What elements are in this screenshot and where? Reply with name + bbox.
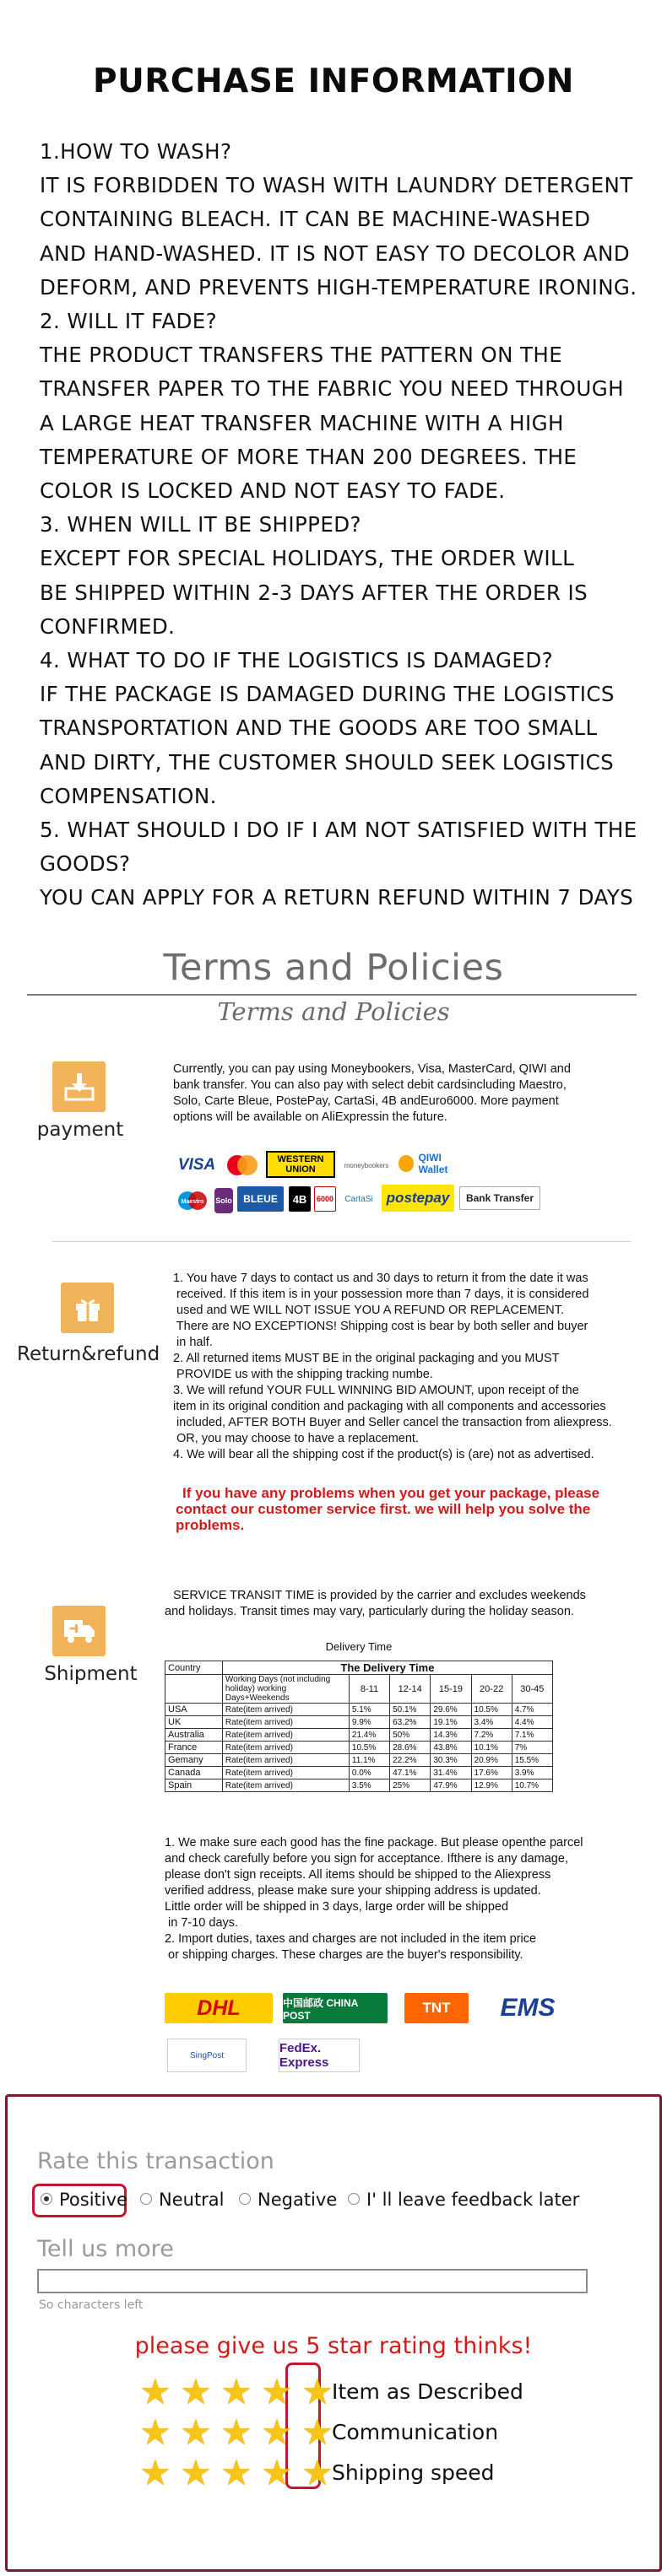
table-row	[165, 1704, 553, 1716]
star-icon[interactable]: ★	[261, 2452, 293, 2493]
star-icon[interactable]: ★	[180, 2452, 212, 2493]
shipment-note-line: please don't sign receipts. All items should be shipped to the Aliexpress	[165, 1868, 551, 1882]
table-cell: Rate(item arrived)	[222, 1716, 349, 1729]
return-line: 3. We will refund YOUR FULL WINNING BID AMOUNT, upon receipt of the	[173, 1384, 579, 1397]
star-rating-shipping[interactable]	[135, 2454, 338, 2492]
table-cell: Rate(item arrived)	[222, 1729, 349, 1742]
table-cell: 3.9%	[512, 1767, 552, 1779]
star-icon[interactable]: ★	[301, 2371, 334, 2412]
shipment-intro-line: and holidays. Transit times may vary, particularly during the holiday season.	[165, 1605, 574, 1618]
table-cell: 19.1%	[431, 1716, 471, 1729]
table-cell: 11.1%	[349, 1754, 389, 1767]
table-header: The Delivery Time	[222, 1661, 552, 1675]
table-header: 15-19	[431, 1675, 471, 1704]
table-cell: 10.5%	[471, 1704, 512, 1716]
table-cell: 12.9%	[471, 1779, 512, 1792]
return-line: received. If this item is in your possession more than 7 days, it is considered	[173, 1288, 589, 1301]
table-cell: 20.9%	[471, 1754, 512, 1767]
table-cell	[165, 1675, 223, 1704]
table-cell: 0.0%	[349, 1767, 389, 1779]
table-cell: 50.1%	[390, 1704, 431, 1716]
faq-line: 1.HOW TO WASH?	[40, 139, 232, 164]
page-title: PURCHASE INFORMATION	[93, 62, 574, 100]
table-cell: 31.4%	[431, 1767, 471, 1779]
svg-text:Maestro: Maestro	[181, 1199, 204, 1205]
star-icon[interactable]: ★	[261, 2411, 293, 2453]
shipment-note-line: and check carefully before you sign for acceptance. Ifthere is any damage,	[165, 1852, 568, 1866]
faq-line: TEMPERATURE OF MORE THAN 200 DEGREES. THE	[40, 444, 578, 469]
table-body	[165, 1704, 553, 1792]
table-cell: 10.5%	[349, 1742, 389, 1754]
return-line: 4. We will bear all the shipping cost if the product(s) is (are) not as advertised.	[173, 1448, 594, 1461]
table-cell: 7.1%	[512, 1729, 552, 1742]
return-line: included, AFTER BOTH Buyer and Seller cancel the transaction from aliexpress.	[173, 1416, 612, 1429]
radio-label: Positive	[59, 2190, 127, 2210]
faq-line: GOODS?	[40, 851, 131, 877]
star-icon[interactable]: ★	[301, 2452, 334, 2493]
table-cell: Rate(item arrived)	[222, 1754, 349, 1767]
table-cell: 25%	[390, 1779, 431, 1792]
shipment-note-line: 1. We make sure each good has the fine package. But please openthe parcel	[165, 1836, 583, 1850]
delivery-time-table	[165, 1661, 553, 1792]
table-cell: 21.4%	[349, 1729, 389, 1742]
table-cell: 50%	[390, 1729, 431, 1742]
star-rating-item[interactable]	[135, 2373, 338, 2411]
table-cell: Rate(item arrived)	[222, 1704, 349, 1716]
payment-line: Solo, Carte Bleue, PostePay, CartaSi, 4B andEuro6000. More payment	[173, 1094, 559, 1108]
table-cell: Australia	[165, 1729, 223, 1742]
return-line: 2. All returned items MUST BE in the original packaging and you MUST	[173, 1352, 560, 1365]
table-row	[165, 1716, 553, 1729]
section-divider	[52, 1241, 631, 1242]
faq-line: IT IS FORBIDDEN TO WASH WITH LAUNDRY DETERGENT	[40, 173, 633, 198]
faq-line: A LARGE HEAT TRANSFER MACHINE WITH A HIGH	[40, 410, 564, 435]
customer-service-notice	[176, 1485, 599, 1533]
notice-line: contact our customer service first. we will help you solve the	[176, 1501, 591, 1517]
mastercard-logo	[222, 1153, 263, 1178]
faq-line: IF THE PACKAGE IS DAMAGED DURING THE LOGISTICS	[40, 682, 615, 707]
faq-line: TRANSFER PAPER TO THE FABRIC YOU NEED THROUGH	[40, 376, 624, 402]
gift-icon	[61, 1283, 114, 1333]
faq-line: COLOR IS LOCKED AND NOT EASY TO FADE.	[40, 478, 506, 504]
ems-logo: EMS	[500, 1994, 556, 2022]
payment-line: options will be available on AliExpressin the future.	[173, 1110, 447, 1124]
faq-line: TRANSPORTATION AND THE GOODS ARE TOO SMALL	[40, 716, 598, 741]
singpost-logo: SingPost	[167, 2039, 247, 2072]
table-cell: UK	[165, 1716, 223, 1729]
star-rating-communication[interactable]	[135, 2413, 338, 2452]
star-icon[interactable]: ★	[139, 2371, 171, 2412]
faq-line: 3. WHEN WILL IT BE SHIPPED?	[40, 512, 361, 537]
carte-bleue-logo: BLEUE	[237, 1186, 284, 1212]
notice-line: If you have any problems when you get your package, please	[182, 1485, 600, 1501]
radio-dot	[239, 2193, 251, 2205]
return-line: There are NO EXCEPTIONS! Shipping cost is bear by both seller and buyer	[173, 1320, 588, 1333]
faq-line: AND DIRTY, THE CUSTOMER SHOULD SEEK LOGISTICS	[40, 749, 615, 775]
table-cell: 14.3%	[431, 1729, 471, 1742]
rating-label: Communication	[332, 2420, 499, 2444]
table-cell: 3.4%	[471, 1716, 512, 1729]
table-cell: 4.7%	[512, 1704, 552, 1716]
table-cell: 5.1%	[349, 1704, 389, 1716]
star-icon[interactable]: ★	[220, 2452, 252, 2493]
faq-line: 5. WHAT SHOULD I DO IF I AM NOT SATISFIED WITH THE	[40, 818, 637, 843]
table-cell: 9.9%	[349, 1716, 389, 1729]
faq-line: COMPENSATION.	[40, 783, 217, 808]
table-cell: 10.7%	[512, 1779, 552, 1792]
china-post-logo: 中国邮政 CHINA POST	[283, 1993, 388, 2023]
cartasi-logo: CartaSi	[344, 1194, 373, 1204]
faq-line: AND HAND-WASHED. IT IS NOT EASY TO DECOLOR AND	[40, 240, 630, 266]
fedex-logo: FedEx. Express	[279, 2039, 360, 2072]
return-line: 1. You have 7 days to contact us and 30 days to return it from the date it was	[173, 1272, 588, 1285]
table-cell: 10.1%	[471, 1742, 512, 1754]
rating-label: Item as Described	[332, 2379, 523, 2404]
table-row	[165, 1779, 553, 1792]
radio-dot	[41, 2193, 52, 2205]
characters-left: So characters left	[39, 2298, 144, 2312]
table-header: Working Days (not including holiday) working Days+Weekends	[222, 1675, 349, 1704]
tell-us-more-heading: Tell us more	[37, 2236, 174, 2262]
table-cell: 30.3%	[431, 1754, 471, 1767]
purchase-faq	[40, 135, 648, 915]
radio-negative[interactable]	[239, 2190, 337, 2210]
maestro-logo	[173, 1188, 212, 1213]
table-cell: Canada	[165, 1767, 223, 1779]
faq-line: EXCEPT FOR SPECIAL HOLIDAYS, THE ORDER WILL	[40, 546, 575, 571]
return-line: item in its original condition and packaging with all components and accessories	[173, 1400, 606, 1413]
faq-line: CONFIRMED.	[40, 613, 176, 639]
radio-label: Neutral	[159, 2190, 225, 2210]
delivery-table-caption: Delivery Time	[325, 1640, 393, 1653]
return-line: PROVIDE us with the shipping tracking numbe.	[173, 1368, 433, 1381]
star-icon[interactable]: ★	[139, 2452, 171, 2493]
return-refund-label: Return&refund	[17, 1343, 160, 1365]
rating-label: Shipping speed	[332, 2460, 495, 2485]
return-line: in half.	[173, 1336, 213, 1349]
star-icon[interactable]: ★	[180, 2411, 212, 2453]
moneybookers-logo: moneybookers	[344, 1161, 389, 1169]
table-cell: Rate(item arrived)	[222, 1742, 349, 1754]
feedback-input[interactable]	[37, 2269, 588, 2293]
visa-logo: VISA	[177, 1156, 216, 1174]
table-cell: 7%	[512, 1742, 552, 1754]
return-line: OR, you may choose to have a replacement.	[173, 1432, 419, 1445]
radio-positive[interactable]	[41, 2190, 127, 2210]
payment-label: payment	[36, 1119, 124, 1141]
faq-line: BE SHIPPED WITHIN 2-3 DAYS AFTER THE ORDER IS	[40, 580, 588, 605]
star-icon[interactable]: ★	[180, 2371, 212, 2412]
payment-text	[173, 1061, 571, 1126]
euro6000-logo: 6000	[314, 1186, 336, 1212]
table-cell: 47.1%	[390, 1767, 431, 1779]
star-icon[interactable]: ★	[301, 2411, 334, 2453]
table-cell: 3.5%	[349, 1779, 389, 1792]
truck-plus-icon	[52, 1606, 106, 1656]
radio-label: Negative	[258, 2190, 338, 2210]
shipment-note-line: or shipping charges. These charges are the buyer's responsibility.	[165, 1948, 523, 1962]
radio-dot	[140, 2193, 152, 2205]
return-line: used and WE WILL NOT ISSUE YOU A REFUND OR REPLACEMENT.	[173, 1304, 565, 1317]
table-cell: 29.6%	[431, 1704, 471, 1716]
shipment-label: Shipment	[44, 1663, 138, 1685]
faq-line: THE PRODUCT TRANSFERS THE PATTERN ON THE	[40, 343, 563, 368]
table-cell: 47.9%	[431, 1779, 471, 1792]
table-cell: 7.2%	[471, 1729, 512, 1742]
table-header: 20-22	[471, 1675, 512, 1704]
table-cell: USA	[165, 1704, 223, 1716]
shipment-note-line: verified address, please make sure your shipping address is updated.	[165, 1884, 541, 1898]
table-cell: 63.2%	[390, 1716, 431, 1729]
terms-script-title: Terms and Policies	[217, 997, 450, 1026]
qiwi-logo	[399, 1151, 469, 1176]
table-cell: Spain	[165, 1779, 223, 1792]
radio-later[interactable]	[348, 2190, 579, 2210]
table-header: 30-45	[512, 1675, 552, 1704]
faq-line: 4. WHAT TO DO IF THE LOGISTICS IS DAMAGED?	[40, 648, 553, 673]
table-cell: 17.6%	[471, 1767, 512, 1779]
tnt-logo: TNT	[404, 1993, 469, 2023]
shipment-notes	[165, 1835, 583, 1963]
table-row	[165, 1729, 553, 1742]
table-cell: 43.8%	[431, 1742, 471, 1754]
terms-title: Terms and Policies	[163, 947, 504, 989]
payment-line: bank transfer. You can also pay with select debit cardsincluding Maestro,	[173, 1078, 567, 1092]
radio-neutral[interactable]	[140, 2190, 225, 2210]
bank-transfer-logo: Bank Transfer	[459, 1186, 540, 1210]
table-header: 12-14	[390, 1675, 431, 1704]
star-icon[interactable]: ★	[261, 2371, 293, 2412]
qiwi-wallet-text: QIWI Wallet	[418, 1152, 448, 1175]
shipment-intro	[165, 1588, 586, 1620]
shipment-note-line: Little order will be shipped in 3 days, large order will be shipped	[165, 1900, 509, 1914]
shipment-note-line: in 7-10 days.	[165, 1916, 239, 1930]
radio-label: I' ll leave feedback later	[366, 2190, 580, 2210]
western-union-logo: WESTERN UNION	[266, 1151, 335, 1178]
table-cell: 4.4%	[512, 1716, 552, 1729]
terms-divider	[27, 994, 637, 996]
star-icon[interactable]: ★	[220, 2411, 252, 2453]
table-cell: Rate(item arrived)	[222, 1779, 349, 1792]
faq-line: DEFORM, AND PREVENTS HIGH-TEMPERATURE IRONING.	[40, 274, 637, 300]
radio-dot	[348, 2193, 360, 2205]
4b-logo: 4B	[289, 1186, 311, 1212]
solo-logo: Solo	[214, 1188, 233, 1213]
star-icon[interactable]: ★	[139, 2411, 171, 2453]
table-cell: France	[165, 1742, 223, 1754]
payment-line: Currently, you can pay using Moneybookers, Visa, MasterCard, QIWI and	[173, 1062, 571, 1076]
table-cell: Gemany	[165, 1754, 223, 1767]
shipment-intro-line: SERVICE TRANSIT TIME is provided by the carrier and excludes weekends	[173, 1589, 586, 1602]
table-header: Country	[165, 1661, 223, 1675]
dhl-logo: DHL	[165, 1993, 273, 2023]
table-cell: 22.2%	[390, 1754, 431, 1767]
rate-heading: Rate this transaction	[37, 2148, 274, 2174]
faq-line: 2. WILL IT FADE?	[40, 309, 218, 334]
table-row	[165, 1742, 553, 1754]
download-icon	[52, 1061, 106, 1112]
table-cell: 15.5%	[512, 1754, 552, 1767]
table-cell: 28.6%	[390, 1742, 431, 1754]
notice-line: problems.	[176, 1517, 245, 1533]
table-row	[165, 1754, 553, 1767]
postepay-logo: postepay	[382, 1185, 454, 1212]
table-header: 8-11	[349, 1675, 389, 1704]
rating-request: please give us 5 star rating thinks!	[134, 2333, 533, 2359]
return-policy-text	[173, 1271, 612, 1463]
faq-line: CONTAINING BLEACH. IT CAN BE MACHINE-WASHED	[40, 207, 591, 232]
faq-line: YOU CAN APPLY FOR A RETURN REFUND WITHIN 7 DAYS	[40, 885, 634, 910]
table-row	[165, 1767, 553, 1779]
star-icon[interactable]: ★	[220, 2371, 252, 2412]
shipment-note-line: 2. Import duties, taxes and charges are not included in the item price	[165, 1932, 537, 1946]
table-cell: Rate(item arrived)	[222, 1767, 349, 1779]
